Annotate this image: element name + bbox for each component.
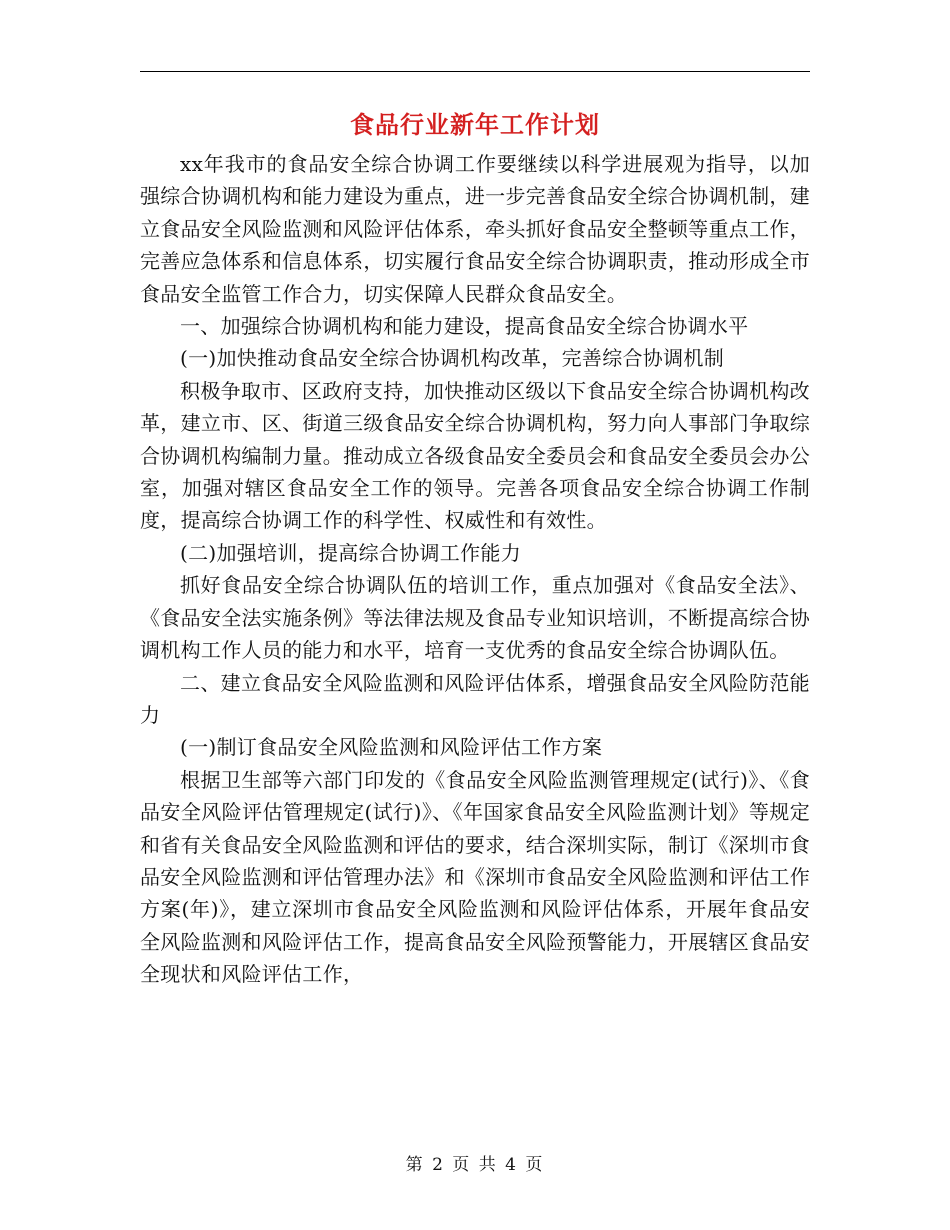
- document-title: 食品行业新年工作计划: [350, 110, 600, 139]
- section-heading-1: 一、加强综合协调机构和能力建设，提高食品安全综合协调水平: [180, 314, 749, 339]
- header-rule: [140, 71, 810, 72]
- subsection-heading-1-1: (一)加快推动食品安全综合协调机构改革，完善综合协调机制: [180, 346, 725, 371]
- document-body: [140, 148, 810, 991]
- page-number: 第 2 页 共 4 页: [405, 1155, 545, 1175]
- paragraph-intro: xx年我市的食品安全综合协调工作要继续以科学进展观为指导，以加强综合协调机构和能力建设为重点，进一步完善食品安全综合协调机制，建立食品安全风险监测和风险评估体系，牵头抓好食品安全整顿等重点工作，完善应急体系和信息体系，切实履行食品安全综合协调职责，推动形成全市食品安全监管工作合力，切实保障人民群众食品安全。: [140, 152, 810, 306]
- subsection-heading-1-2: (二)加强培训，提高综合协调工作能力: [180, 540, 522, 565]
- subsection-heading-2-1: (一)制订食品安全风险监测和风险评估工作方案: [180, 735, 603, 760]
- section-heading-2: 二、建立食品安全风险监测和风险评估体系，增强食品安全风险防范能力: [140, 670, 810, 727]
- paragraph-1-1: 积极争取市、区政府支持，加快推动区级以下食品安全综合协调机构改革，建立市、区、街道三级食品安全综合协调机构，努力向人事部门争取综合协调机构编制力量。推动成立各级食品安全委员会和食品安全委员会办公室，加强对辖区食品安全工作的领导。完善各项食品安全综合协调工作制度，提高综合协调工作的科学性、权威性和有效性。: [140, 378, 810, 533]
- paragraph-2-1: 根据卫生部等六部门印发的《食品安全风险监测管理规定(试行)》、《食品安全风险评估管理规定(试行)》、《年国家食品安全风险监测计划》等规定和省有关食品安全风险监测和评估的要求，结合深圳实际，制订《深圳市食品安全风险监测和评估管理办法》和《深圳市食品安全风险监测和评估工作方案(年)》，建立深圳市食品安全风险监测和风险评估体系，开展年食品安全风险监测和风险评估工作，提高食品安全风险预警能力，开展辖区食品安全现状和风险评估工作，: [140, 767, 810, 987]
- paragraph-1-2: 抓好食品安全综合协调队伍的培训工作，重点加强对《食品安全法》、《食品安全法实施条例》等法律法规及食品专业知识培训，不断提高综合协调机构工作人员的能力和水平，培育一支优秀的食品安全综合协调队伍。: [140, 573, 810, 663]
